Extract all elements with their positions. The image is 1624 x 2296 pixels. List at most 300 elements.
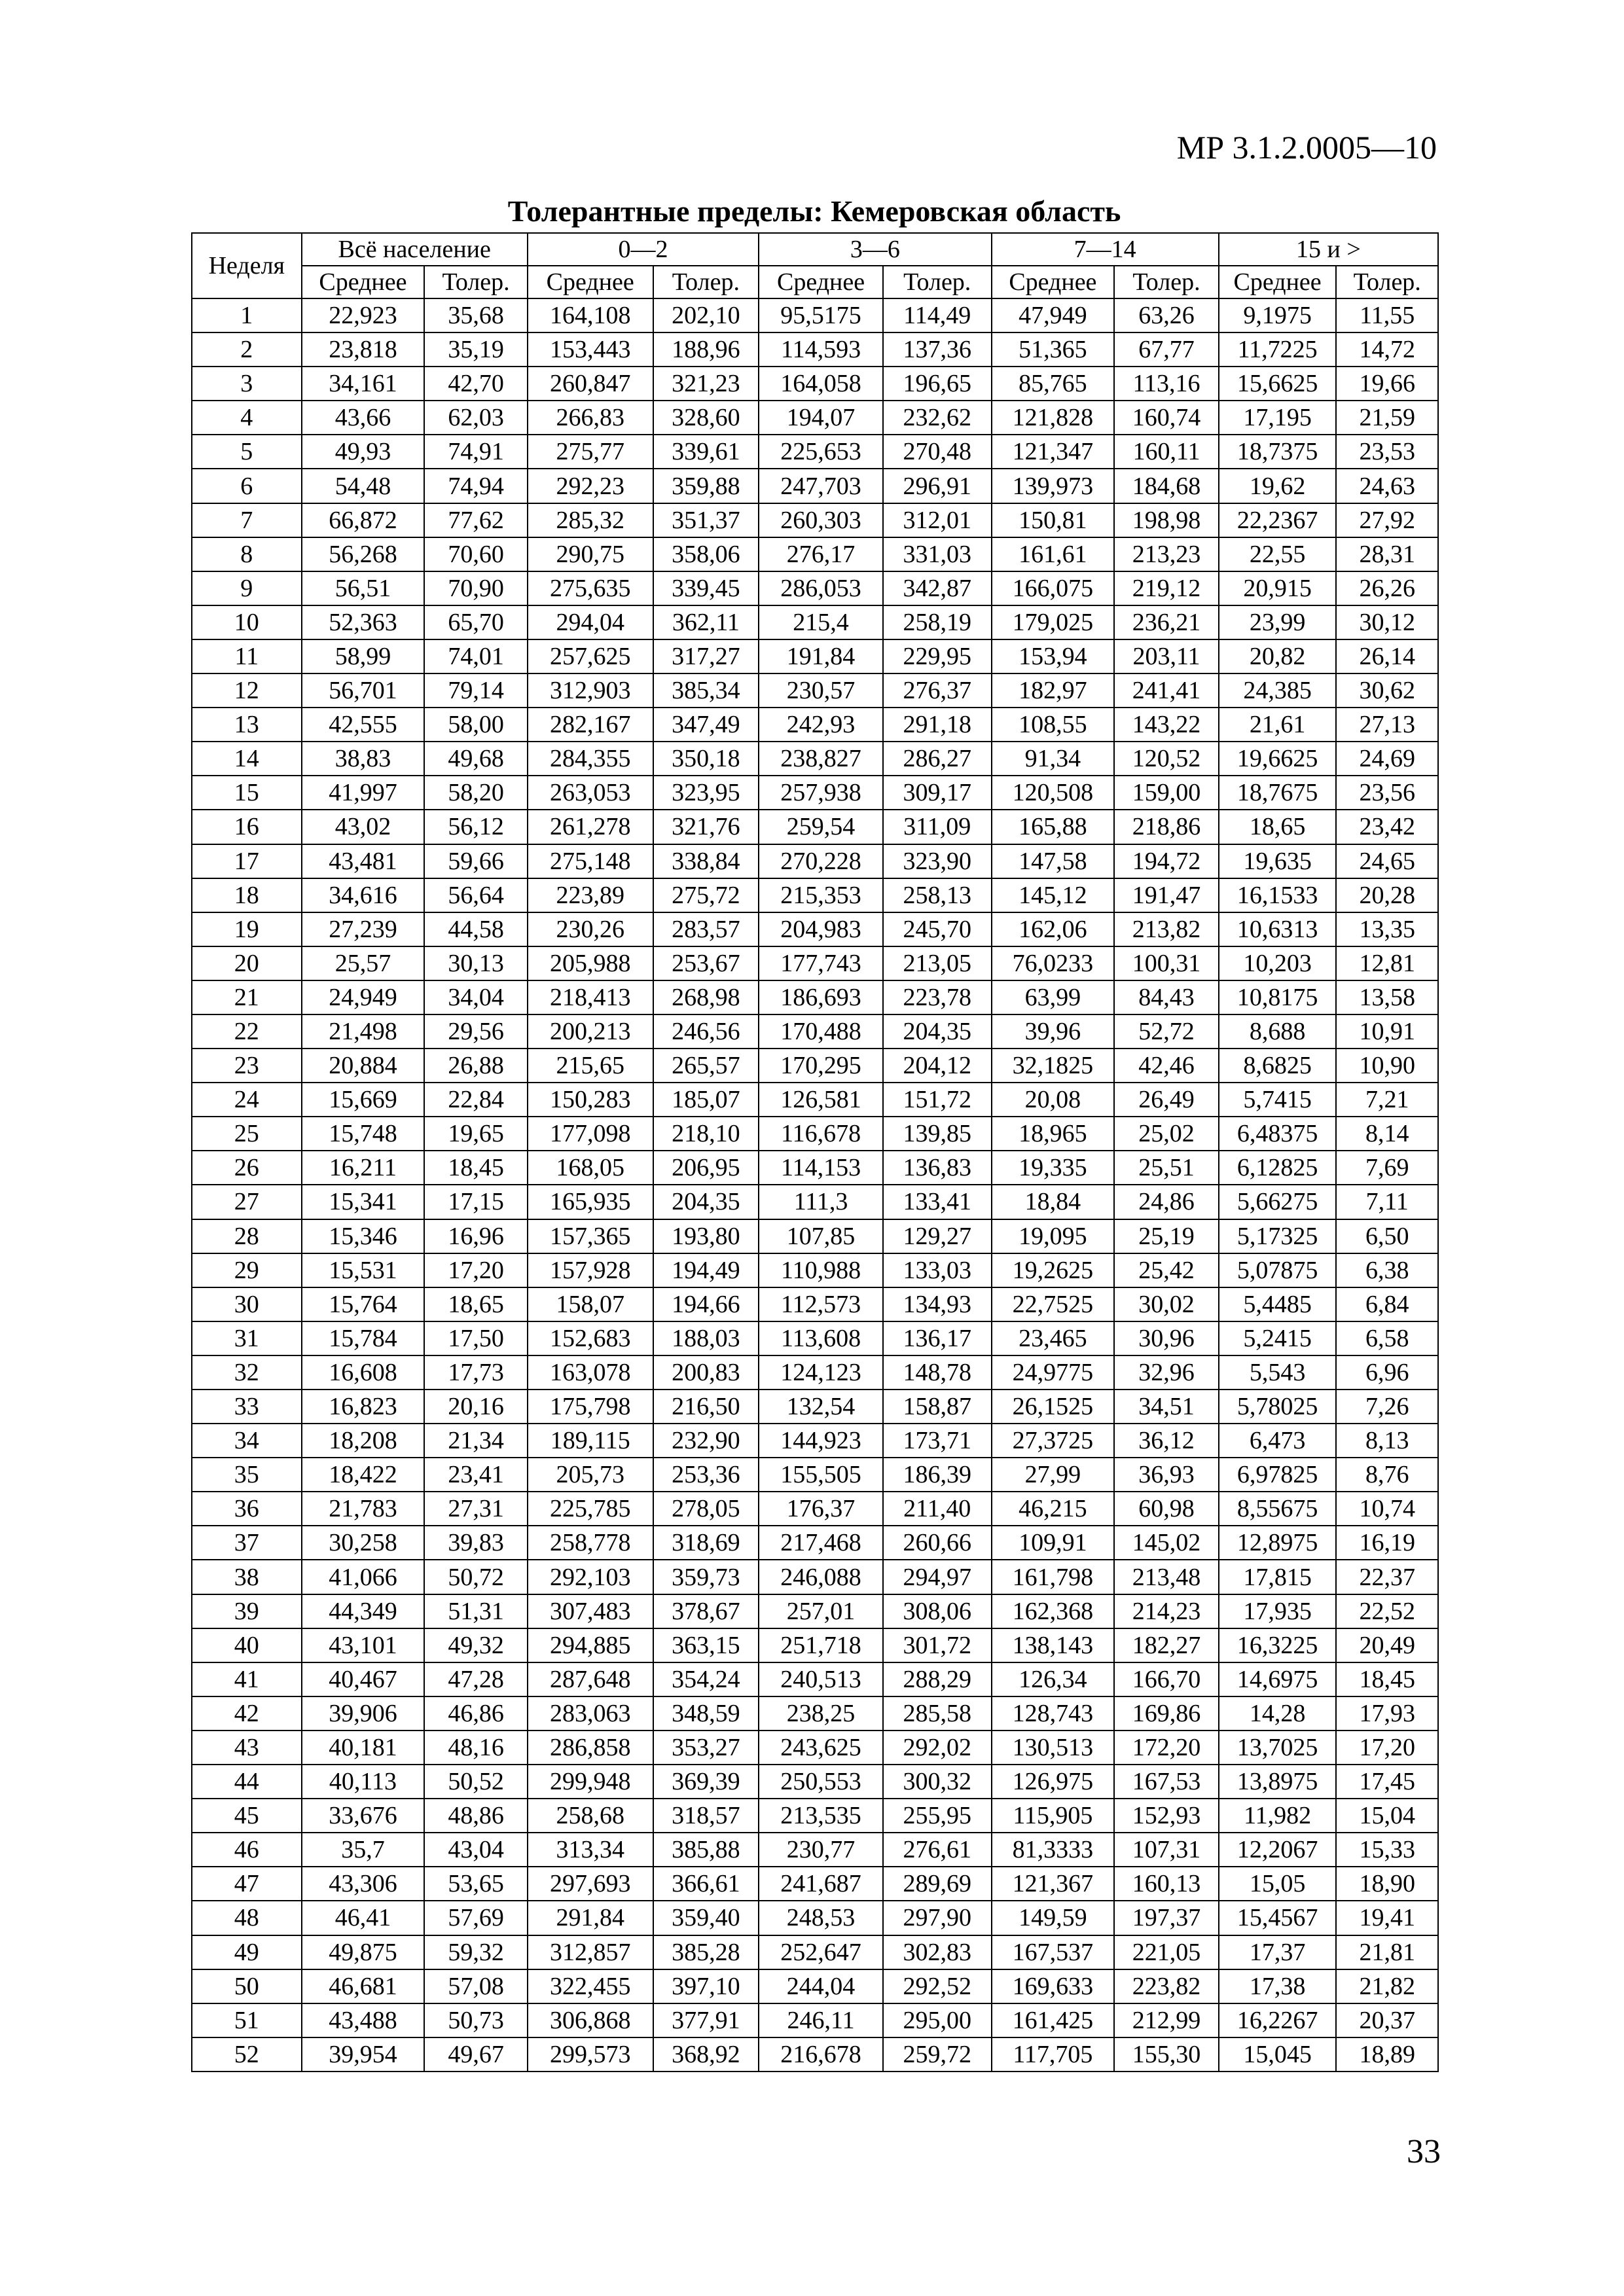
value-cell: 43,306 (302, 1867, 425, 1901)
value-cell: 247,703 (759, 469, 883, 503)
value-cell: 47,949 (992, 298, 1115, 332)
value-cell: 16,3225 (1219, 1628, 1337, 1662)
value-cell: 16,1533 (1219, 878, 1337, 912)
value-cell: 116,678 (759, 1117, 883, 1151)
value-cell: 385,28 (653, 1935, 759, 1969)
value-cell: 121,367 (992, 1867, 1115, 1901)
value-cell: 52,72 (1114, 1014, 1219, 1049)
value-cell: 13,7025 (1219, 1731, 1337, 1765)
value-cell: 60,98 (1114, 1492, 1219, 1526)
value-cell: 229,95 (883, 639, 992, 673)
value-cell: 7,26 (1336, 1390, 1438, 1424)
value-cell: 147,58 (992, 844, 1115, 878)
value-cell: 257,01 (759, 1594, 883, 1628)
value-cell: 160,74 (1114, 401, 1219, 435)
value-cell: 241,687 (759, 1867, 883, 1901)
value-cell: 56,64 (424, 878, 527, 912)
value-cell: 23,42 (1336, 810, 1438, 844)
value-cell: 23,41 (424, 1458, 527, 1492)
week-cell: 40 (192, 1628, 302, 1662)
value-cell: 177,098 (528, 1117, 653, 1151)
value-cell: 186,39 (883, 1458, 992, 1492)
value-cell: 204,35 (883, 1014, 992, 1049)
week-cell: 32 (192, 1355, 302, 1390)
value-cell: 21,61 (1219, 708, 1337, 742)
value-cell: 240,513 (759, 1662, 883, 1696)
value-cell: 164,108 (528, 298, 653, 332)
value-cell: 46,215 (992, 1492, 1115, 1526)
week-cell: 29 (192, 1253, 302, 1287)
value-cell: 182,97 (992, 673, 1115, 708)
value-cell: 74,01 (424, 639, 527, 673)
table-row (192, 776, 1438, 810)
value-cell: 18,90 (1336, 1867, 1438, 1901)
value-cell: 342,87 (883, 571, 992, 605)
value-cell: 58,99 (302, 639, 425, 673)
value-cell: 275,148 (528, 844, 653, 878)
value-cell: 23,818 (302, 332, 425, 367)
value-cell: 20,82 (1219, 639, 1337, 673)
table-row (192, 401, 1438, 435)
value-cell: 318,57 (653, 1799, 759, 1833)
value-cell: 49,32 (424, 1628, 527, 1662)
week-cell: 14 (192, 742, 302, 776)
value-cell: 292,02 (883, 1731, 992, 1765)
value-cell: 48,16 (424, 1731, 527, 1765)
value-cell: 20,884 (302, 1049, 425, 1083)
value-cell: 24,69 (1336, 742, 1438, 776)
value-cell: 353,27 (653, 1731, 759, 1765)
value-cell: 369,39 (653, 1765, 759, 1799)
value-cell: 56,51 (302, 571, 425, 605)
value-cell: 206,95 (653, 1151, 759, 1185)
value-cell: 35,7 (302, 1833, 425, 1867)
value-cell: 10,203 (1219, 946, 1337, 980)
value-cell: 266,83 (528, 401, 653, 435)
value-cell: 282,167 (528, 708, 653, 742)
value-cell: 5,4485 (1219, 1287, 1337, 1321)
value-cell: 17,815 (1219, 1560, 1337, 1594)
value-cell: 278,05 (653, 1492, 759, 1526)
value-cell: 49,875 (302, 1935, 425, 1969)
value-cell: 17,15 (424, 1185, 527, 1219)
value-cell: 241,41 (1114, 673, 1219, 708)
value-cell: 297,693 (528, 1867, 653, 1901)
value-cell: 358,06 (653, 537, 759, 571)
value-cell: 312,857 (528, 1935, 653, 1969)
table-row (192, 605, 1438, 639)
value-cell: 215,4 (759, 605, 883, 639)
value-cell: 338,84 (653, 844, 759, 878)
week-cell: 45 (192, 1799, 302, 1833)
value-cell: 113,608 (759, 1321, 883, 1355)
value-cell: 286,053 (759, 571, 883, 605)
value-cell: 193,80 (653, 1219, 759, 1253)
value-cell: 260,847 (528, 367, 653, 401)
value-cell: 284,355 (528, 742, 653, 776)
value-cell: 13,58 (1336, 980, 1438, 1014)
value-cell: 15,748 (302, 1117, 425, 1151)
week-cell: 17 (192, 844, 302, 878)
value-cell: 25,02 (1114, 1117, 1219, 1151)
value-cell: 348,59 (653, 1696, 759, 1731)
week-cell: 3 (192, 367, 302, 401)
value-cell: 161,798 (992, 1560, 1115, 1594)
value-cell: 270,48 (883, 435, 992, 469)
value-cell: 7,21 (1336, 1083, 1438, 1117)
value-cell: 385,34 (653, 673, 759, 708)
value-cell: 149,59 (992, 1901, 1115, 1935)
value-cell: 39,96 (992, 1014, 1115, 1049)
value-cell: 133,41 (883, 1185, 992, 1219)
value-cell: 162,06 (992, 912, 1115, 946)
value-cell: 250,553 (759, 1765, 883, 1799)
value-cell: 6,473 (1219, 1424, 1337, 1458)
value-cell: 294,04 (528, 605, 653, 639)
week-cell: 52 (192, 2037, 302, 2072)
week-cell: 22 (192, 1014, 302, 1049)
value-cell: 213,535 (759, 1799, 883, 1833)
value-cell: 177,743 (759, 946, 883, 980)
tolerance-table (191, 232, 1439, 2072)
value-cell: 43,04 (424, 1833, 527, 1867)
week-cell: 9 (192, 571, 302, 605)
value-cell: 363,15 (653, 1628, 759, 1662)
value-cell: 291,18 (883, 708, 992, 742)
value-cell: 257,625 (528, 639, 653, 673)
value-cell: 259,72 (883, 2037, 992, 2072)
value-cell: 216,678 (759, 2037, 883, 2072)
value-cell: 258,13 (883, 878, 992, 912)
week-cell: 47 (192, 1867, 302, 1901)
value-cell: 10,6313 (1219, 912, 1337, 946)
value-cell: 172,20 (1114, 1731, 1219, 1765)
week-cell: 12 (192, 673, 302, 708)
value-cell: 212,99 (1114, 2003, 1219, 2037)
value-cell: 203,11 (1114, 639, 1219, 673)
value-cell: 166,70 (1114, 1662, 1219, 1696)
table-row (192, 332, 1438, 367)
value-cell: 30,258 (302, 1526, 425, 1560)
value-cell: 13,8975 (1219, 1765, 1337, 1799)
week-cell: 4 (192, 401, 302, 435)
value-cell: 218,10 (653, 1117, 759, 1151)
value-cell: 24,86 (1114, 1185, 1219, 1219)
value-cell: 339,61 (653, 435, 759, 469)
value-cell: 54,48 (302, 469, 425, 503)
value-cell: 161,61 (992, 537, 1115, 571)
value-cell: 18,45 (1336, 1662, 1438, 1696)
table-row (192, 742, 1438, 776)
value-cell: 34,51 (1114, 1390, 1219, 1424)
value-cell: 21,498 (302, 1014, 425, 1049)
value-cell: 366,61 (653, 1867, 759, 1901)
value-cell: 34,616 (302, 878, 425, 912)
value-cell: 145,02 (1114, 1526, 1219, 1560)
value-cell: 223,78 (883, 980, 992, 1014)
table-row (192, 708, 1438, 742)
value-cell: 23,465 (992, 1321, 1115, 1355)
value-cell: 275,635 (528, 571, 653, 605)
value-cell: 216,50 (653, 1390, 759, 1424)
value-cell: 95,5175 (759, 298, 883, 332)
value-cell: 59,66 (424, 844, 527, 878)
table-row (192, 1799, 1438, 1833)
value-cell: 40,113 (302, 1765, 425, 1799)
table-row (192, 639, 1438, 673)
table-row (192, 1458, 1438, 1492)
value-cell: 40,181 (302, 1731, 425, 1765)
value-cell: 126,975 (992, 1765, 1115, 1799)
value-cell: 351,37 (653, 503, 759, 537)
value-cell: 50,52 (424, 1765, 527, 1799)
value-cell: 191,47 (1114, 878, 1219, 912)
value-cell: 312,01 (883, 503, 992, 537)
value-cell: 182,27 (1114, 1628, 1219, 1662)
value-cell: 49,68 (424, 742, 527, 776)
table-row (192, 367, 1438, 401)
value-cell: 22,923 (302, 298, 425, 332)
value-cell: 16,96 (424, 1219, 527, 1253)
table-title: Толерантные пределы: Кемеровская область (507, 194, 1121, 228)
value-cell: 49,67 (424, 2037, 527, 2072)
value-cell: 225,785 (528, 1492, 653, 1526)
value-cell: 301,72 (883, 1628, 992, 1662)
value-cell: 158,07 (528, 1287, 653, 1321)
value-cell: 21,34 (424, 1424, 527, 1458)
value-cell: 152,683 (528, 1321, 653, 1355)
value-cell: 51,365 (992, 332, 1115, 367)
value-cell: 155,505 (759, 1458, 883, 1492)
value-cell: 16,211 (302, 1151, 425, 1185)
value-cell: 133,03 (883, 1253, 992, 1287)
week-cell: 1 (192, 298, 302, 332)
value-cell: 136,17 (883, 1321, 992, 1355)
value-cell: 41,997 (302, 776, 425, 810)
value-cell: 107,31 (1114, 1833, 1219, 1867)
value-cell: 12,2067 (1219, 1833, 1337, 1867)
value-cell: 5,66275 (1219, 1185, 1337, 1219)
value-cell: 253,67 (653, 946, 759, 980)
value-cell: 51,31 (424, 1594, 527, 1628)
value-cell: 194,72 (1114, 844, 1219, 878)
week-cell: 28 (192, 1219, 302, 1253)
value-cell: 260,303 (759, 503, 883, 537)
value-cell: 6,96 (1336, 1355, 1438, 1390)
value-cell: 12,81 (1336, 946, 1438, 980)
value-cell: 11,7225 (1219, 332, 1337, 367)
group-header-all: Всё население (302, 233, 528, 266)
value-cell: 43,02 (302, 810, 425, 844)
value-cell: 151,72 (883, 1083, 992, 1117)
value-cell: 110,988 (759, 1253, 883, 1287)
value-cell: 213,05 (883, 946, 992, 980)
value-cell: 354,24 (653, 1662, 759, 1696)
value-cell: 218,86 (1114, 810, 1219, 844)
week-cell: 21 (192, 980, 302, 1014)
value-cell: 265,57 (653, 1049, 759, 1083)
value-cell: 308,06 (883, 1594, 992, 1628)
value-cell: 26,14 (1336, 639, 1438, 673)
value-cell: 321,76 (653, 810, 759, 844)
value-cell: 276,17 (759, 537, 883, 571)
value-cell: 17,93 (1336, 1696, 1438, 1731)
value-cell: 66,872 (302, 503, 425, 537)
value-cell: 211,40 (883, 1492, 992, 1526)
value-cell: 7,69 (1336, 1151, 1438, 1185)
value-cell: 35,68 (424, 298, 527, 332)
value-cell: 16,608 (302, 1355, 425, 1390)
value-cell: 8,55675 (1219, 1492, 1337, 1526)
table-row (192, 878, 1438, 912)
value-cell: 143,22 (1114, 708, 1219, 742)
value-cell: 15,341 (302, 1185, 425, 1219)
value-cell: 24,949 (302, 980, 425, 1014)
value-cell: 169,633 (992, 1969, 1115, 2003)
value-cell: 27,13 (1336, 708, 1438, 742)
value-cell: 200,213 (528, 1014, 653, 1049)
sub-header-tolerance: Толер. (883, 266, 992, 298)
table-row (192, 810, 1438, 844)
table-row (192, 571, 1438, 605)
value-cell: 74,91 (424, 435, 527, 469)
value-cell: 22,84 (424, 1083, 527, 1117)
value-cell: 15,6625 (1219, 367, 1337, 401)
value-cell: 202,10 (653, 298, 759, 332)
value-cell: 91,34 (992, 742, 1115, 776)
value-cell: 115,905 (992, 1799, 1115, 1833)
week-cell: 42 (192, 1696, 302, 1731)
value-cell: 85,765 (992, 367, 1115, 401)
value-cell: 24,385 (1219, 673, 1337, 708)
value-cell: 25,19 (1114, 1219, 1219, 1253)
value-cell: 313,34 (528, 1833, 653, 1867)
value-cell: 26,26 (1336, 571, 1438, 605)
value-cell: 113,16 (1114, 367, 1219, 401)
value-cell: 397,10 (653, 1969, 759, 2003)
value-cell: 65,70 (424, 605, 527, 639)
value-cell: 59,32 (424, 1935, 527, 1969)
value-cell: 157,928 (528, 1253, 653, 1287)
value-cell: 198,98 (1114, 503, 1219, 537)
value-cell: 148,78 (883, 1355, 992, 1390)
value-cell: 18,84 (992, 1185, 1115, 1219)
value-cell: 317,27 (653, 639, 759, 673)
value-cell: 276,61 (883, 1833, 992, 1867)
value-cell: 17,50 (424, 1321, 527, 1355)
value-cell: 246,56 (653, 1014, 759, 1049)
value-cell: 258,778 (528, 1526, 653, 1560)
week-cell: 39 (192, 1594, 302, 1628)
value-cell: 261,278 (528, 810, 653, 844)
value-cell: 215,353 (759, 878, 883, 912)
value-cell: 359,73 (653, 1560, 759, 1594)
value-cell: 268,98 (653, 980, 759, 1014)
value-cell: 322,455 (528, 1969, 653, 2003)
value-cell: 18,7375 (1219, 435, 1337, 469)
value-cell: 18,65 (1219, 810, 1337, 844)
value-cell: 26,1525 (992, 1390, 1115, 1424)
value-cell: 9,1975 (1219, 298, 1337, 332)
value-cell: 275,72 (653, 878, 759, 912)
table-row (192, 1049, 1438, 1083)
value-cell: 25,51 (1114, 1151, 1219, 1185)
week-cell: 27 (192, 1185, 302, 1219)
value-cell: 175,798 (528, 1390, 653, 1424)
sub-header-tolerance: Толер. (1336, 266, 1438, 298)
value-cell: 263,053 (528, 776, 653, 810)
week-cell: 48 (192, 1901, 302, 1935)
value-cell: 21,81 (1336, 1935, 1438, 1969)
sub-header-tolerance: Толер. (424, 266, 527, 298)
value-cell: 179,025 (992, 605, 1115, 639)
table-row (192, 1424, 1438, 1458)
value-cell: 43,488 (302, 2003, 425, 2037)
value-cell: 14,72 (1336, 332, 1438, 367)
value-cell: 32,1825 (992, 1049, 1115, 1083)
value-cell: 307,483 (528, 1594, 653, 1628)
sub-header-mean: Среднее (302, 266, 425, 298)
value-cell: 204,35 (653, 1185, 759, 1219)
value-cell: 121,347 (992, 435, 1115, 469)
value-cell: 19,6625 (1219, 742, 1337, 776)
value-cell: 188,03 (653, 1321, 759, 1355)
week-cell: 33 (192, 1390, 302, 1424)
value-cell: 204,12 (883, 1049, 992, 1083)
value-cell: 339,45 (653, 571, 759, 605)
week-cell: 13 (192, 708, 302, 742)
table-row (192, 1765, 1438, 1799)
value-cell: 11,55 (1336, 298, 1438, 332)
value-cell: 258,19 (883, 605, 992, 639)
value-cell: 299,573 (528, 2037, 653, 2072)
value-cell: 153,94 (992, 639, 1115, 673)
value-cell: 359,88 (653, 469, 759, 503)
value-cell: 27,99 (992, 1458, 1115, 1492)
value-cell: 246,11 (759, 2003, 883, 2037)
value-cell: 145,12 (992, 878, 1115, 912)
value-cell: 5,7415 (1219, 1083, 1337, 1117)
table-row (192, 1867, 1438, 1901)
value-cell: 160,13 (1114, 1867, 1219, 1901)
value-cell: 323,90 (883, 844, 992, 878)
table-row (192, 1901, 1438, 1935)
value-cell: 7,11 (1336, 1185, 1438, 1219)
week-cell: 41 (192, 1662, 302, 1696)
value-cell: 236,21 (1114, 605, 1219, 639)
value-cell: 230,26 (528, 912, 653, 946)
week-cell: 8 (192, 537, 302, 571)
value-cell: 259,54 (759, 810, 883, 844)
value-cell: 30,13 (424, 946, 527, 980)
value-cell: 20,915 (1219, 571, 1337, 605)
value-cell: 6,38 (1336, 1253, 1438, 1287)
value-cell: 126,34 (992, 1662, 1115, 1696)
value-cell: 213,23 (1114, 537, 1219, 571)
value-cell: 290,75 (528, 537, 653, 571)
sub-header-mean: Среднее (992, 266, 1115, 298)
value-cell: 100,31 (1114, 946, 1219, 980)
value-cell: 285,32 (528, 503, 653, 537)
value-cell: 130,513 (992, 1731, 1115, 1765)
value-cell: 67,77 (1114, 332, 1219, 367)
value-cell: 196,65 (883, 367, 992, 401)
value-cell: 283,063 (528, 1696, 653, 1731)
value-cell: 44,58 (424, 912, 527, 946)
value-cell: 170,488 (759, 1014, 883, 1049)
week-cell: 38 (192, 1560, 302, 1594)
value-cell: 24,63 (1336, 469, 1438, 503)
